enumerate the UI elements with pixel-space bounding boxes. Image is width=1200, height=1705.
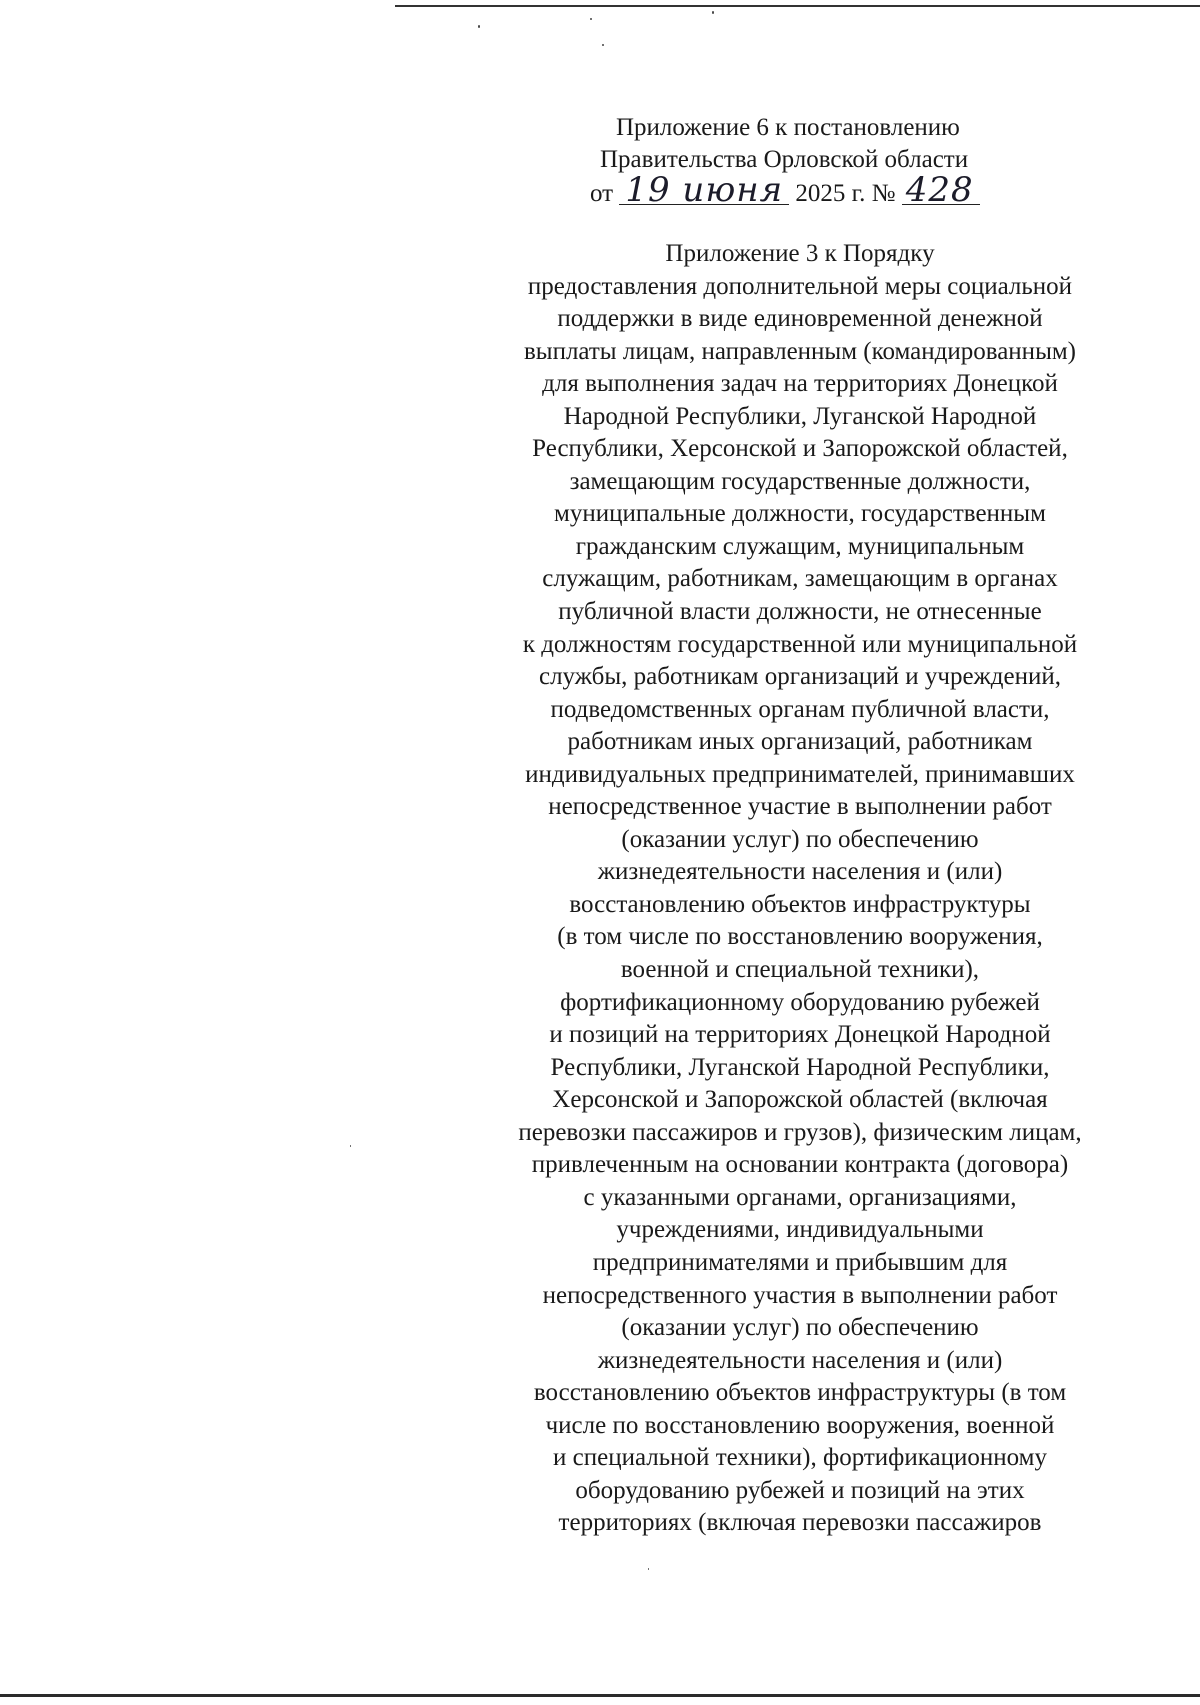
annex-line: предоставления дополнительной меры социальной — [527, 272, 1073, 300]
annex-line: предпринимателями и прибывшим для — [592, 1248, 1008, 1276]
annex-line: Республики, Луганской Народной Республики, — [550, 1053, 1050, 1081]
annex-line: (в том числе по восстановлению вооружения, — [557, 923, 1043, 951]
annex-line: (оказании услуг) по обеспечению — [621, 825, 979, 853]
annex-line: привлеченным на основании контракта (договора) — [531, 1151, 1069, 1179]
annex-line: и специальной техники), фортификационному — [553, 1444, 1047, 1472]
annex-line: работникам иных организаций, работникам — [567, 728, 1033, 756]
scan-edge-top — [395, 5, 1200, 7]
annex-line: учреждениями, индивидуальными — [616, 1216, 984, 1244]
annex-line: территориях (включая перевозки пассажиров — [558, 1509, 1042, 1537]
annex-line: выплаты лицам, направленным (командированным) — [523, 337, 1077, 365]
annex-line: Приложение 3 к Порядку — [665, 240, 935, 267]
resolution-header — [560, 112, 1060, 210]
annex-line: оборудованию рубежей и позиций на этих — [575, 1476, 1025, 1504]
annex-line: с указанными органами, организациями, — [583, 1183, 1017, 1211]
annex-line: муниципальные должности, государственным — [554, 500, 1046, 528]
header-line-1: Приложение 6 к постановлению — [616, 114, 960, 141]
annex-line: непосредственное участие в выполнении работ — [548, 793, 1052, 821]
annex-line: Народной Республики, Луганской Народной — [563, 402, 1037, 430]
annex-line: жизнедеятельности населения и (или) — [597, 858, 1003, 886]
annex-line: числе по восстановлению вооружения, военной — [545, 1411, 1055, 1439]
annex-line: жизнедеятельности населения и (или) — [597, 1346, 1003, 1374]
scan-speck — [712, 11, 714, 14]
annex-line: непосредственного участия в выполнении работ — [542, 1281, 1058, 1309]
annex-title-block — [470, 238, 1130, 1540]
annex-line: поддержки в виде единовременной денежной — [557, 305, 1043, 333]
annex-line: для выполнения задач на территориях Донецкой — [542, 370, 1058, 398]
annex-line: и позиций на территориях Донецкой Народной — [549, 1021, 1051, 1049]
annex-line: службы, работникам организаций и учреждений, — [538, 663, 1062, 691]
scan-speck — [350, 1145, 351, 1147]
annex-line: к должностям государственной или муниципальной — [522, 630, 1078, 658]
annex-line: (оказании услуг) по обеспечению — [621, 1314, 979, 1342]
scan-speck — [478, 25, 480, 28]
annex-line: восстановлению объектов инфраструктуры — [569, 890, 1031, 918]
header-date-line — [560, 170, 1060, 210]
annex-line: публичной власти должности, не отнесенные — [558, 598, 1042, 626]
year-text: 2025 г. № — [795, 180, 896, 207]
annex-line: фортификационному оборудованию рубежей — [560, 988, 1040, 1016]
annex-line: индивидуальных предпринимателей, принимавших — [525, 760, 1075, 788]
handwritten-number: 428 — [902, 176, 980, 205]
header-line-2: Правительства Орловской области — [600, 146, 969, 173]
annex-line: Херсонской и Запорожской областей (включая — [552, 1086, 1048, 1114]
annex-line: восстановлению объектов инфраструктуры (в том — [533, 1379, 1067, 1407]
annex-line: Республики, Херсонской и Запорожской областей, — [532, 435, 1068, 463]
annex-line: замещающим государственные должности, — [569, 467, 1031, 495]
annex-line: военной и специальной техники), — [620, 956, 980, 984]
scan-speck — [648, 1568, 649, 1570]
handwritten-date: 19 июня — [619, 176, 789, 205]
scan-speck — [602, 44, 604, 46]
date-prefix: от — [590, 180, 614, 207]
scan-speck — [590, 18, 592, 20]
scan-edge-bottom — [0, 1694, 1200, 1697]
annex-line: перевозки пассажиров и грузов), физическим лицам, — [518, 1118, 1082, 1146]
annex-line: гражданским служащим, муниципальным — [575, 532, 1025, 560]
annex-line: подведомственных органам публичной власти, — [550, 695, 1050, 723]
annex-line: служащим, работникам, замещающим в органах — [542, 565, 1058, 593]
